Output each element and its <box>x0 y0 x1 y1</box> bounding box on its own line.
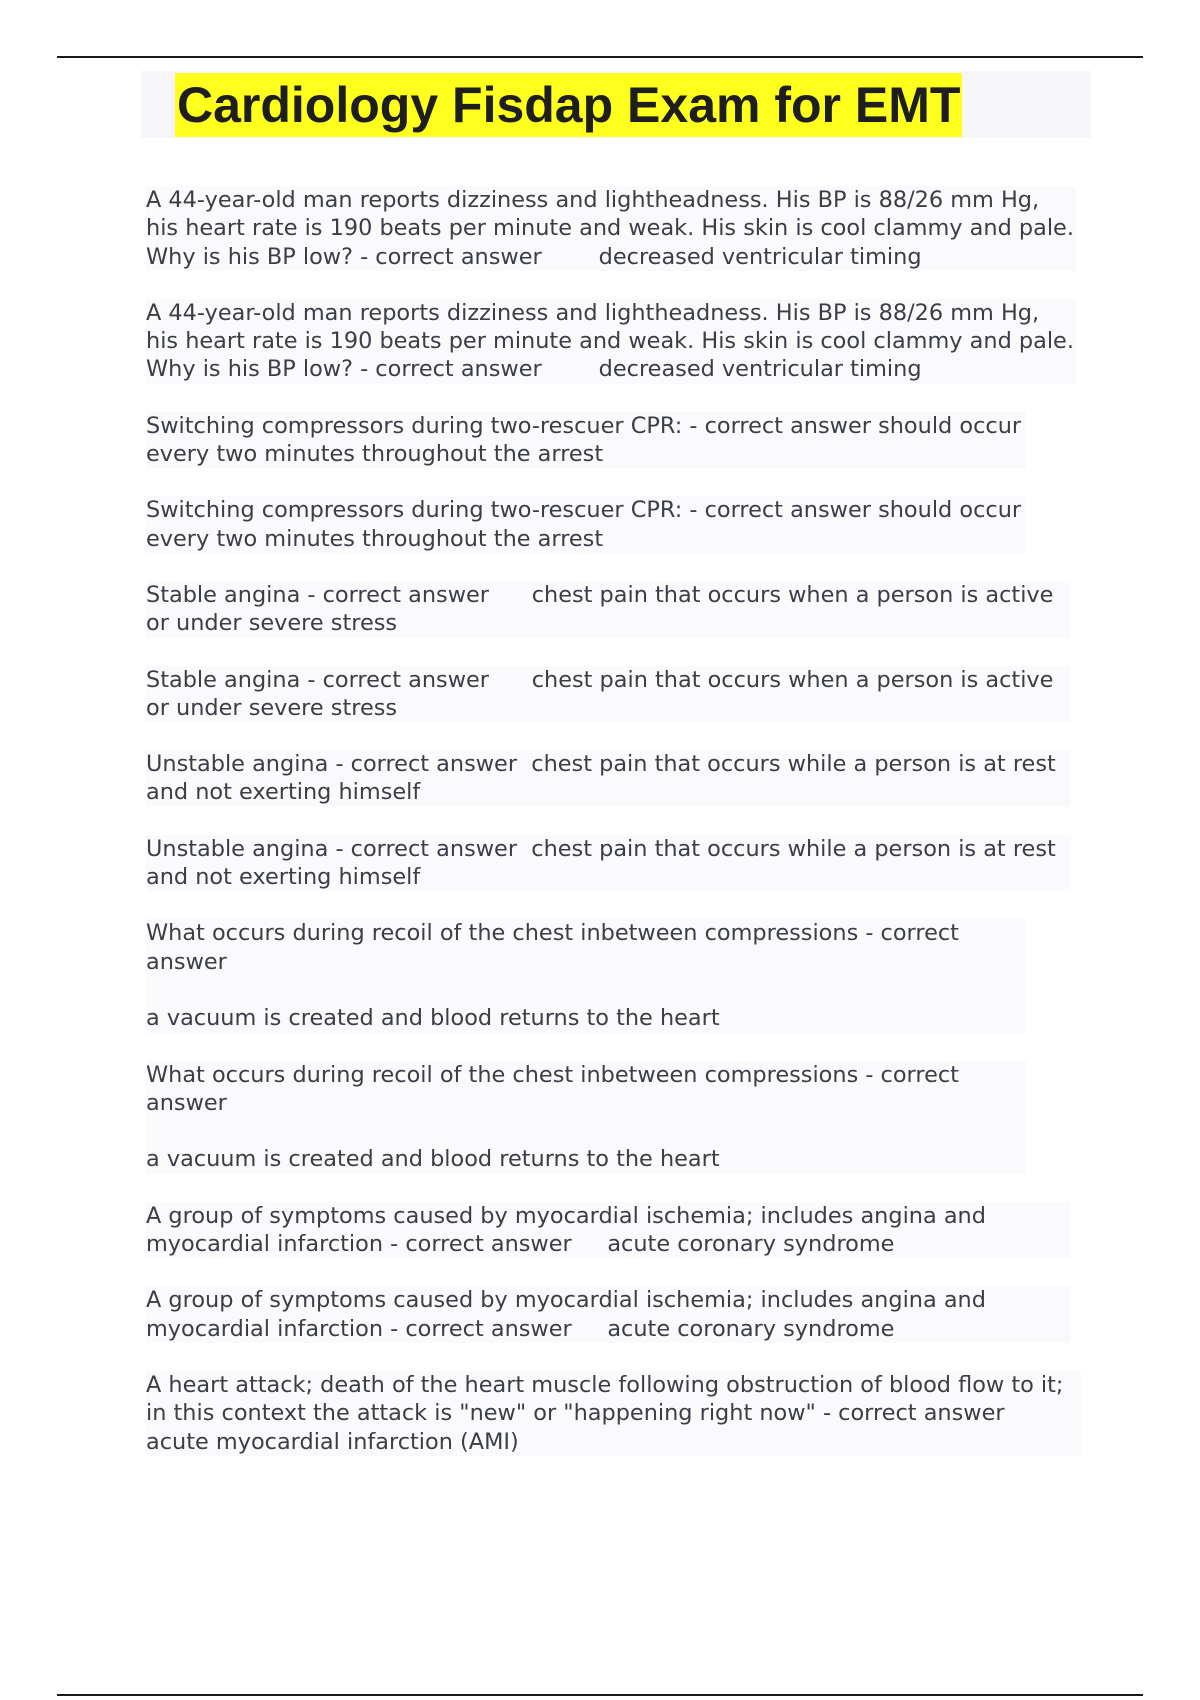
qa-list <box>146 186 1086 1484</box>
answer-text: acute coronary syndrome <box>607 1315 895 1342</box>
question-text: Stable angina - correct answer <box>146 581 489 608</box>
qa-item <box>146 299 1082 384</box>
question-text: Stable angina - correct answer <box>146 666 489 693</box>
qa-item <box>146 1202 1071 1259</box>
qa-item <box>146 186 1082 271</box>
answer-text: chest pain that occurs when a person is active or under severe stress <box>146 666 1061 721</box>
qa-item <box>146 412 1029 469</box>
question-text: Unstable angina - correct answer <box>146 835 518 862</box>
qa-item <box>146 750 1071 807</box>
answer-text: chest pain that occurs while a person is at rest and not exerting himself <box>146 835 1063 891</box>
question-text: What occurs during recoil of the chest inbetween compressions - correct answer <box>146 920 967 975</box>
answer-text: decreased ventricular timing <box>598 356 922 383</box>
answer-text: decreased ventricular timing <box>598 243 922 270</box>
answer-text: should occur every two minutes throughout the arrest <box>146 412 1029 468</box>
answer-text: acute coronary syndrome <box>607 1231 895 1258</box>
document-title: Cardiology Fisdap Exam for EMT <box>175 73 962 137</box>
bottom-rule <box>57 1694 1143 1696</box>
answer-text: a vacuum is created and blood returns to the heart <box>146 1146 720 1173</box>
answer-text: a vacuum is created and blood returns to the heart <box>146 1005 720 1032</box>
question-text: A group of symptoms caused by myocardial ischemia; includes angina and myocardial infarction - correct answer <box>146 1287 994 1342</box>
qa-item <box>146 666 1071 723</box>
qa-item <box>146 919 1026 1032</box>
answer-text: chest pain that occurs while a person is at rest and not exerting himself <box>146 751 1063 806</box>
question-text: A group of symptoms caused by myocardial ischemia; includes angina and myocardial infarction - correct answer <box>146 1202 994 1258</box>
question-text: Switching compressors during two-rescuer CPR: - correct answer <box>146 412 871 439</box>
answer-text: chest pain that occurs when a person is active or under severe stress <box>146 581 1061 637</box>
qa-item <box>146 1286 1071 1343</box>
top-rule <box>57 56 1143 58</box>
qa-item <box>146 1371 1081 1456</box>
question-text: A heart attack; death of the heart muscle following obstruction of blood flow to it; in this context the attack is "new" or "happening right now" - correct answer <box>146 1371 1071 1427</box>
qa-item <box>146 835 1071 892</box>
question-text: Switching compressors during two-rescuer CPR: - correct answer <box>146 497 871 524</box>
question-text: Unstable angina - correct answer <box>146 751 518 778</box>
question-text: A 44-year-old man reports dizziness and lightheadness. His BP is 88/26 mm Hg, his heart rate is 190 beats per minute and weak. His skin is cool clammy and pale. Why is his BP low? - correct answer <box>146 299 1082 383</box>
qa-item <box>146 496 1029 553</box>
answer-text: should occur every two minutes throughout the arrest <box>146 497 1029 552</box>
answer-text: acute myocardial infarction (AMI) <box>146 1428 519 1455</box>
qa-item <box>146 1061 1026 1174</box>
question-text: A 44-year-old man reports dizziness and lightheadness. His BP is 88/26 mm Hg, his heart rate is 190 beats per minute and weak. His skin is cool clammy and pale. Why is his BP low? - correct answer <box>146 187 1082 270</box>
question-text: What occurs during recoil of the chest inbetween compressions - correct answer <box>146 1061 967 1116</box>
title-banner <box>141 71 1091 138</box>
qa-item <box>146 581 1071 638</box>
